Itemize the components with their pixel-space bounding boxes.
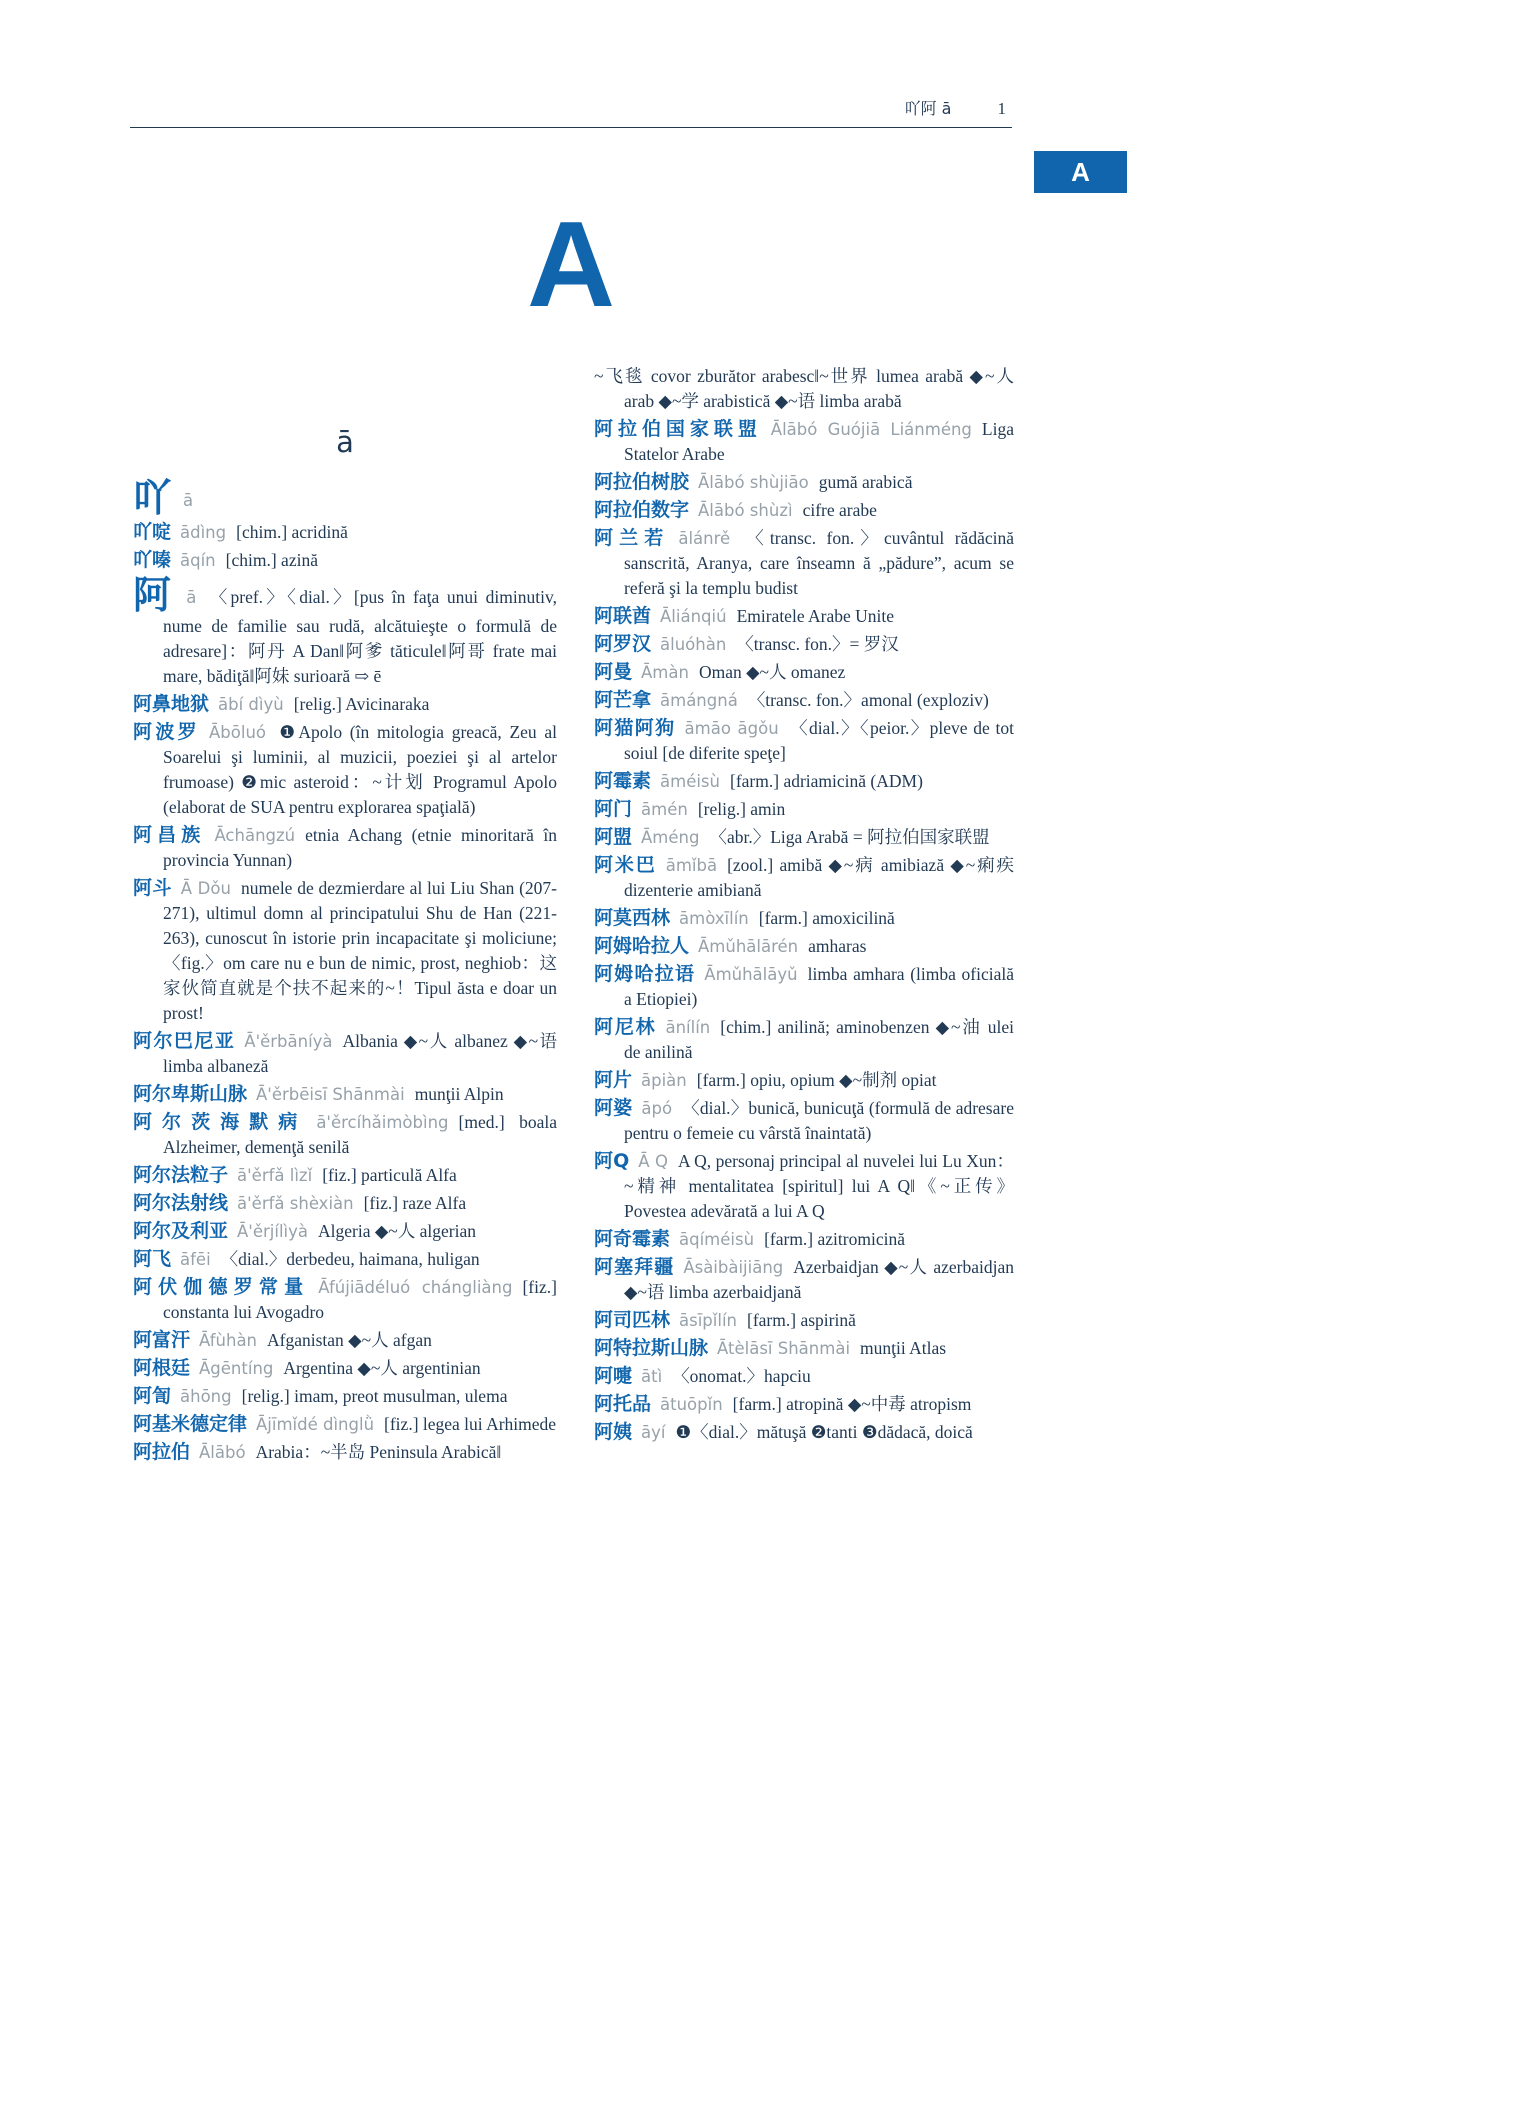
pinyin: Ātèlāsī Shānmài [717,1339,851,1358]
definition: A Q, personaj principal al nuvelei lui Lu Xun：~精神 mentalitatea [spiritul] lui A Q‖《~正传》Povestea adevărată a lui A Q [624,1151,1015,1221]
dictionary-entry [133,1029,557,1079]
definition: Afganistan ◆~人 afgan [267,1330,432,1350]
pinyin: āfēi [180,1250,211,1269]
dictionary-entry [594,470,1014,495]
headword: 阿尔法粒子 [133,1164,229,1186]
headword: 阿拉伯数字 [594,499,690,521]
pinyin: ā'ěrfǎ shèxiàn [237,1194,354,1213]
definition: Emiratele Arabe Unite [736,606,894,626]
headword: 阿联酋 [594,605,652,627]
dictionary-entry [133,1328,557,1353]
dictionary-entry [133,823,557,873]
dictionary-entry [594,364,1014,414]
definition: [farm.] amoxicilină [758,908,895,928]
headword: 阿霉素 [594,770,652,792]
pinyin: ā [186,588,197,607]
headword: 阿尔法射线 [133,1192,229,1214]
pinyin: Ājīmǐdé dìnglǜ [256,1415,375,1434]
headword: 阿塞拜疆 [594,1256,675,1278]
dictionary-entry [594,962,1014,1012]
pinyin: Āfújiādéluó chángliàng [318,1278,513,1297]
dictionary-entry [594,604,1014,629]
pinyin: Ā Q [638,1152,668,1171]
definition: 〈dial.〉bunică, bunicuţă (formulă de adresare pentru o femeie cu vârstă înaintată) [624,1098,1014,1143]
pinyin: ā'ěrcíhǎimòbìng [316,1113,449,1132]
headword: 阿伏伽德罗常量 [133,1276,310,1298]
dictionary-entry [133,476,557,520]
pinyin: Āchāngzú [214,826,296,845]
headword: 阿盟 [594,826,633,848]
dictionary-entry [594,1227,1014,1252]
headword: 阿尔巴尼亚 [133,1030,236,1052]
pinyin: āqín [180,551,216,570]
dictionary-entry [594,769,1014,794]
dictionary-entry [594,1392,1014,1417]
definition: [farm.] opiu, opium ◆~制剂 opiat [696,1070,937,1090]
headword: 阿奇霉素 [594,1228,671,1250]
definition: [relig.] amin [697,799,786,819]
pinyin: ā [183,491,194,510]
dictionary-entry [594,688,1014,713]
headword: 吖啶 [133,521,172,543]
pinyin: ālánrě [678,529,731,548]
dictionary-entry [133,1219,557,1244]
dictionary-entry [133,573,557,689]
dictionary-entry [133,1384,557,1409]
dictionary-entry [594,1364,1014,1389]
headword: 阿飞 [133,1248,172,1270]
pinyin: Āmǔhālārén [698,937,799,956]
pinyin: Ā Dǒu [180,879,231,898]
definition: [fiz.] particulă Alfa [322,1165,457,1185]
definition: ❶〈dial.〉mătuşă ❷tanti ❸dădacă, doică [675,1422,973,1442]
headword: 阿根廷 [133,1357,191,1379]
dictionary-entry [133,548,557,573]
guide-words: 吖阿 ā [904,99,952,118]
pinyin: āpiàn [641,1071,687,1090]
dictionary-entry [594,1015,1014,1065]
headword: 阿拉伯树胶 [594,471,690,493]
definition: 〈dial.〉derbedeu, haimana, huligan [220,1249,480,1269]
dictionary-entry [594,660,1014,685]
headword: 阿嚏 [594,1365,633,1387]
dictionary-entry [133,692,557,717]
pinyin: āmòxīlín [679,909,749,928]
dictionary-entry [594,1336,1014,1361]
pinyin: Ābōluó [209,723,266,742]
dictionary-entry [594,417,1014,467]
dictionary-entry [133,1247,557,1272]
dictionary-entry [133,520,557,545]
pinyin: ānílín [665,1018,711,1037]
pinyin: Āméng [641,828,700,847]
headword: 吖 [133,476,172,520]
definition: [chim.] anilină; aminobenzen ◆~油 ulei de anilină [624,1017,1014,1062]
dictionary-entry [133,1275,557,1325]
pinyin: āmángná [660,691,738,710]
right-column [594,364,1014,1448]
definition: 〈onomat.〉hapciu [672,1366,811,1386]
thumb-tab-letter: A [1071,157,1090,187]
headword: 阿Q [594,1150,630,1172]
pinyin: āméisù [660,772,720,791]
headword: 阿姆哈拉人 [594,935,690,957]
headword: 阿尔茨海默病 [133,1111,308,1133]
pinyin: ādìng [180,523,227,542]
headword: 阿姆哈拉语 [594,963,696,985]
definition: Albania ◆~人 albanez ◆~语 limba albaneză [163,1031,557,1076]
headword: 阿基米德定律 [133,1413,248,1435]
dictionary-entry [594,1255,1014,1305]
headword: 阿罗汉 [594,633,652,655]
definition: 〈pref.〉〈dial.〉[pus în faţa unui diminutiv, nume de familie sau rudă, alcătuieşte o formulă de adresare]：阿丹 A Dan‖阿爹 tăticule‖阿哥 frate mai mare, bădiţă‖阿妹 surioară ⇨ ē [163,587,557,686]
dictionary-entry [594,1096,1014,1146]
definition: [chim.] azină [225,550,318,570]
headword: 阿曼 [594,661,633,683]
definition: munţii Atlas [860,1338,947,1358]
headword: 阿婆 [594,1097,633,1119]
entry-list-right [594,364,1014,1445]
left-column [133,425,557,1468]
pinyin: Āmàn [641,663,689,682]
definition: ~飞毯 covor zburător arabesc‖~世界 lumea arabă ◆~人 arab ◆~学 arabistică ◆~语 limba arabă [594,366,1014,411]
headword: 阿拉伯国家联盟 [594,418,762,440]
dictionary-entry [594,498,1014,523]
dictionary-entry [594,1420,1014,1445]
dictionary-entry [133,720,557,820]
dictionary-entry [594,526,1014,601]
dictionary-entry [133,1191,557,1216]
headword: 阿司匹林 [594,1309,671,1331]
headword: 阿昌族 [133,824,206,846]
pinyin: ātì [641,1367,663,1386]
definition: [fiz.] constanta lui Avogadro [163,1277,557,1322]
definition: Oman ◆~人 omanez [698,662,846,682]
definition: Arabia：~半岛 Peninsula Arabică‖ [255,1442,502,1462]
headword: 阿兰若 [594,527,670,549]
section-letter: A [526,196,616,332]
definition: limba amhara (limba oficială a Etiopiei) [624,964,1014,1009]
dictionary-entry [133,1440,557,1465]
definition: [med.] boala Alzheimer, demenţă senilă [163,1112,557,1157]
definition: amharas [808,936,867,956]
pinyin: ābí dìyù [218,695,284,714]
entry-list-left [133,476,557,1465]
dictionary-entry [133,1110,557,1160]
pinyin: Āfùhàn [199,1331,258,1350]
dictionary-entry [594,797,1014,822]
dictionary-entry [594,632,1014,657]
pinyin: Ālābó [199,1443,246,1462]
definition: [relig.] Avicinaraka [293,694,430,714]
pinyin: āmén [641,800,688,819]
headword: 阿猫阿狗 [594,717,676,739]
pinyin: āmǐbā [665,856,718,875]
definition: Liga Statelor Arabe [624,419,1014,464]
pinyin: āqíméisù [679,1230,755,1249]
definition: cifre arabe [802,500,877,520]
headword: 阿米巴 [594,854,657,876]
pinyin: Ā'ěrbāníyà [244,1032,333,1051]
dictionary-entry [594,825,1014,850]
page-header [130,96,1012,122]
headword: 阿波罗 [133,721,200,743]
pinyin: Ālābó Guójiā Liánméng [770,420,972,439]
pinyin: ātuōpǐn [660,1395,723,1414]
definition: [farm.] adriamicină (ADM) [730,771,923,791]
definition: [fiz.] raze Alfa [363,1193,467,1213]
dictionary-entry [594,716,1014,766]
definition: ❶Apolo (în mitologia greacă, Zeu al Soarelui şi luminii, al muzicii, poeziei şi al artelor frumoase) ❷mic asteroid：~计划 Programul Apolo (elaborat de SUA pentru explorarea spaţială) [163,722,557,817]
definition: [farm.] azitromicină [764,1229,905,1249]
headword: 阿尔卑斯山脉 [133,1083,248,1105]
dictionary-entry [133,1163,557,1188]
headword: 吖嗪 [133,549,172,571]
headword: 阿莫西林 [594,907,671,929]
definition: etnia Achang (etnie minoritară în provincia Yunnan) [163,825,557,870]
definition: [zool.] amibă ◆~病 amibiază ◆~痢疾 dizenterie amibiană [624,855,1014,900]
dictionary-entry [133,1412,557,1437]
dictionary-entry [594,934,1014,959]
pinyin: ā'ěrfǎ lìzǐ [237,1166,313,1185]
headword: 阿尼林 [594,1016,657,1038]
definition: 〈transc. fon.〉amonal (exploziv) [747,690,989,710]
pinyin: āyí [641,1423,666,1442]
headword: 阿门 [594,798,633,820]
dictionary-entry [594,1068,1014,1093]
definition: [relig.] imam, preot musulman, ulema [241,1386,508,1406]
pinyin: Ā'ěrbēisī Shānmài [256,1085,405,1104]
letter-thumb-tab [1034,151,1127,193]
dictionary-entry [133,876,557,1026]
pinyin: āsīpǐlín [679,1311,737,1330]
dictionary-entry [594,1149,1014,1224]
headword: 阿姨 [594,1421,633,1443]
headword: 阿特拉斯山脉 [594,1337,709,1359]
headword: 阿訇 [133,1385,172,1407]
dictionary-entry [594,1308,1014,1333]
definition: [farm.] atropină ◆~中毒 atropism [732,1394,972,1414]
definition: 〈dial.〉〈peior.〉pleve de tot soiul [de diferite speţe] [624,718,1014,763]
definition: numele de dezmierdare al lui Liu Shan (207-271), ultimul domn al principatului Shu de Han (221-263), cunoscut în istorie prin incapacitate şi moliciune; 〈fig.〉om care nu e bun de nimic, prost, neghiob：这家伙简直就是个扶不起来的~！Tipul ăsta e doar un prost! [163,878,557,1023]
dictionary-entry [594,853,1014,903]
definition: Argentina ◆~人 argentinian [283,1358,481,1378]
definition: 〈transc. fon.〉= 罗汉 [736,634,899,654]
pinyin: Ālābó shùzì [698,501,793,520]
definition: gumă arabică [818,472,913,492]
pinyin: Ā'ěrjílìyà [237,1222,308,1241]
definition: 〈transc. fon.〉cuvântul rădăcină sanscrită, Aranya, care înseamn ă „pădure”, acum se referă şi la templu budist [624,528,1014,598]
definition: [chim.] acridină [236,522,348,542]
page-number: 1 [997,99,1006,118]
headword: 阿芒拿 [594,689,652,711]
pinyin: āluóhàn [660,635,727,654]
definition: [fiz.] legea lui Arhimede [384,1414,557,1434]
dictionary-entry [133,1356,557,1381]
pinyin: āpó [641,1099,673,1118]
pinyin: āhōng [180,1387,232,1406]
pinyin: Āliánqiú [660,607,727,626]
section-pinyin-heading: ā [336,425,354,459]
headword: 阿托品 [594,1393,652,1415]
definition: 〈abr.〉Liga Arabă = 阿拉伯国家联盟 [709,827,990,847]
definition: [farm.] aspirină [747,1310,856,1330]
pinyin: āmāo āgǒu [684,719,779,738]
pinyin: Āmǔhālāyǔ [704,965,798,984]
pinyin: Ālābó shùjiāo [698,473,809,492]
definition: Algeria ◆~人 algerian [318,1221,477,1241]
header-rule [130,127,1012,128]
headword: 阿富汗 [133,1329,191,1351]
dictionary-entry [133,1082,557,1107]
definition: Azerbaidjan ◆~人 azerbaidjan ◆~语 limba azerbaidjană [624,1257,1014,1302]
headword: 阿 [133,573,175,617]
dictionary-entry [594,906,1014,931]
definition: munţii Alpin [414,1084,504,1104]
headword: 阿斗 [133,877,172,899]
headword: 阿尔及利亚 [133,1220,229,1242]
headword: 阿鼻地狱 [133,693,210,715]
pinyin: Āgēntíng [199,1359,274,1378]
headword: 阿片 [594,1069,633,1091]
pinyin: Āsàibàijiāng [683,1258,784,1277]
headword: 阿拉伯 [133,1441,191,1463]
